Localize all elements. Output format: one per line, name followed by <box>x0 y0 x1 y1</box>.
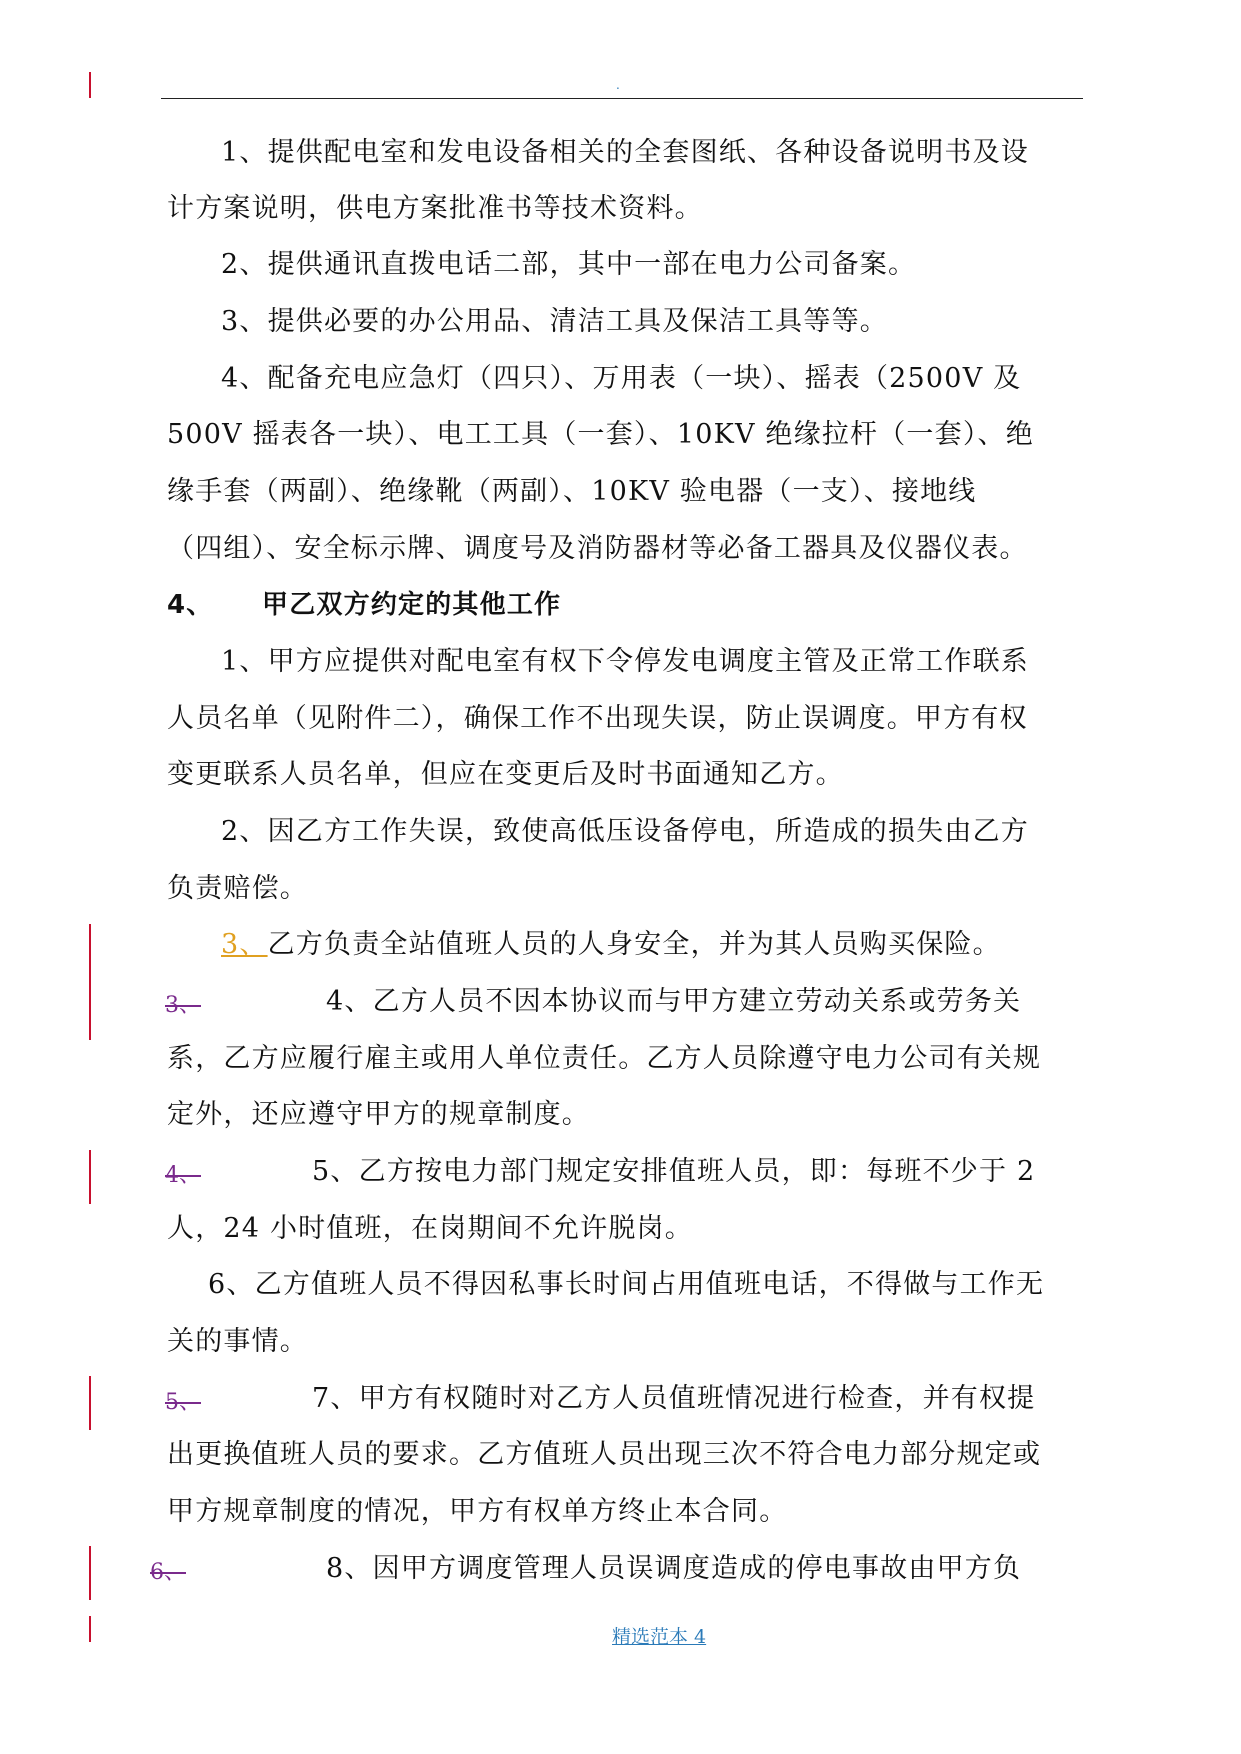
header-mark: . <box>616 78 620 92</box>
paragraph-line: 2、提供通讯直拨电话二部，其中一部在电力公司备案。 <box>221 249 917 280</box>
paragraph-line: 500V 摇表各一块）、电工工具（一套）、10KV 绝缘拉杆（一套）、绝 <box>167 419 1034 450</box>
change-bar <box>89 72 91 98</box>
change-bar <box>89 1150 91 1204</box>
header-rule <box>161 98 1083 99</box>
paragraph-line: 1、提供配电室和发电设备相关的全套图纸、各种设备说明书及设 <box>221 137 1029 168</box>
paragraph-line: 2、因乙方工作失误，致使高低压设备停电，所造成的损失由乙方 <box>221 816 1029 847</box>
paragraph-line: （四组）、安全标示牌、调度号及消防器材等必备工器具及仪器仪表。 <box>167 533 1028 564</box>
paragraph-line: 缘手套（两副）、绝缘靴（两副）、10KV 验电器（一支）、接地线 <box>167 476 977 507</box>
section-title: 甲乙双方约定的其他工作 <box>262 590 562 620</box>
paragraph-line: 4、配备充电应急灯（四只）、万用表（一块）、摇表（2500V 及 <box>221 363 1022 394</box>
paragraph-line: 人员名单（见附件二），确保工作不出现失误，防止误调度。甲方有权 <box>167 703 1028 734</box>
paragraph-line: 3、提供必要的办公用品、清洁工具及保洁工具等等。 <box>221 306 888 337</box>
paragraph-line <box>221 928 1001 962</box>
deleted-number: 4、 <box>165 1163 201 1188</box>
deleted-number: 5、 <box>165 1390 201 1415</box>
line-text: 乙方负责全站值班人员的人身安全，并为其人员购买保险。 <box>267 929 1001 960</box>
paragraph-line: 4、乙方人员不因本协议而与甲方建立劳动关系或劳务关 <box>326 986 1022 1017</box>
paragraph-line: 甲方规章制度的情况，甲方有权单方终止本合同。 <box>167 1496 788 1527</box>
deleted-number: 6、 <box>150 1560 186 1585</box>
paragraph-line: 计方案说明，供电方案批准书等技术资料。 <box>167 193 703 224</box>
inserted-text: 3、 <box>221 929 268 960</box>
paragraph-line: 5、乙方按电力部门规定安排值班人员，即：每班不少于 2 <box>312 1156 1036 1187</box>
paragraph-line: 出更换值班人员的要求。乙方值班人员出现三次不符合电力部分规定或 <box>167 1439 1042 1470</box>
section-heading <box>167 588 561 622</box>
paragraph-line: 定外，还应遵守甲方的规章制度。 <box>167 1099 590 1130</box>
paragraph-line: 7、甲方有权随时对乙方人员值班情况进行检查，并有权提 <box>312 1383 1036 1414</box>
section-number: 4、 <box>167 590 214 620</box>
change-bar <box>89 1376 91 1430</box>
paragraph-line: 6、乙方值班人员不得因私事长时间占用值班电话，不得做与工作无 <box>208 1269 1045 1300</box>
paragraph-line: 1、甲方应提供对配电室有权下令停发电调度主管及正常工作联系 <box>221 646 1029 677</box>
change-bar <box>89 1546 91 1600</box>
paragraph-line: 负责赔偿。 <box>167 873 308 904</box>
paragraph-line: 关的事情。 <box>167 1326 308 1357</box>
change-bar <box>89 1616 91 1642</box>
paragraph-line: 变更联系人员名单，但应在变更后及时书面通知乙方。 <box>167 759 844 790</box>
paragraph-line: 人，24 小时值班，在岗期间不允许脱岗。 <box>167 1213 693 1244</box>
paragraph-line: 8、因甲方调度管理人员误调度造成的停电事故由甲方负 <box>326 1553 1022 1584</box>
deleted-number: 3、 <box>165 993 201 1018</box>
paragraph-line: 系，乙方应履行雇主或用人单位责任。乙方人员除遵守电力公司有关规 <box>167 1043 1042 1074</box>
page-footer: 精选范本 4 <box>612 1626 707 1648</box>
change-bar <box>89 924 91 1040</box>
